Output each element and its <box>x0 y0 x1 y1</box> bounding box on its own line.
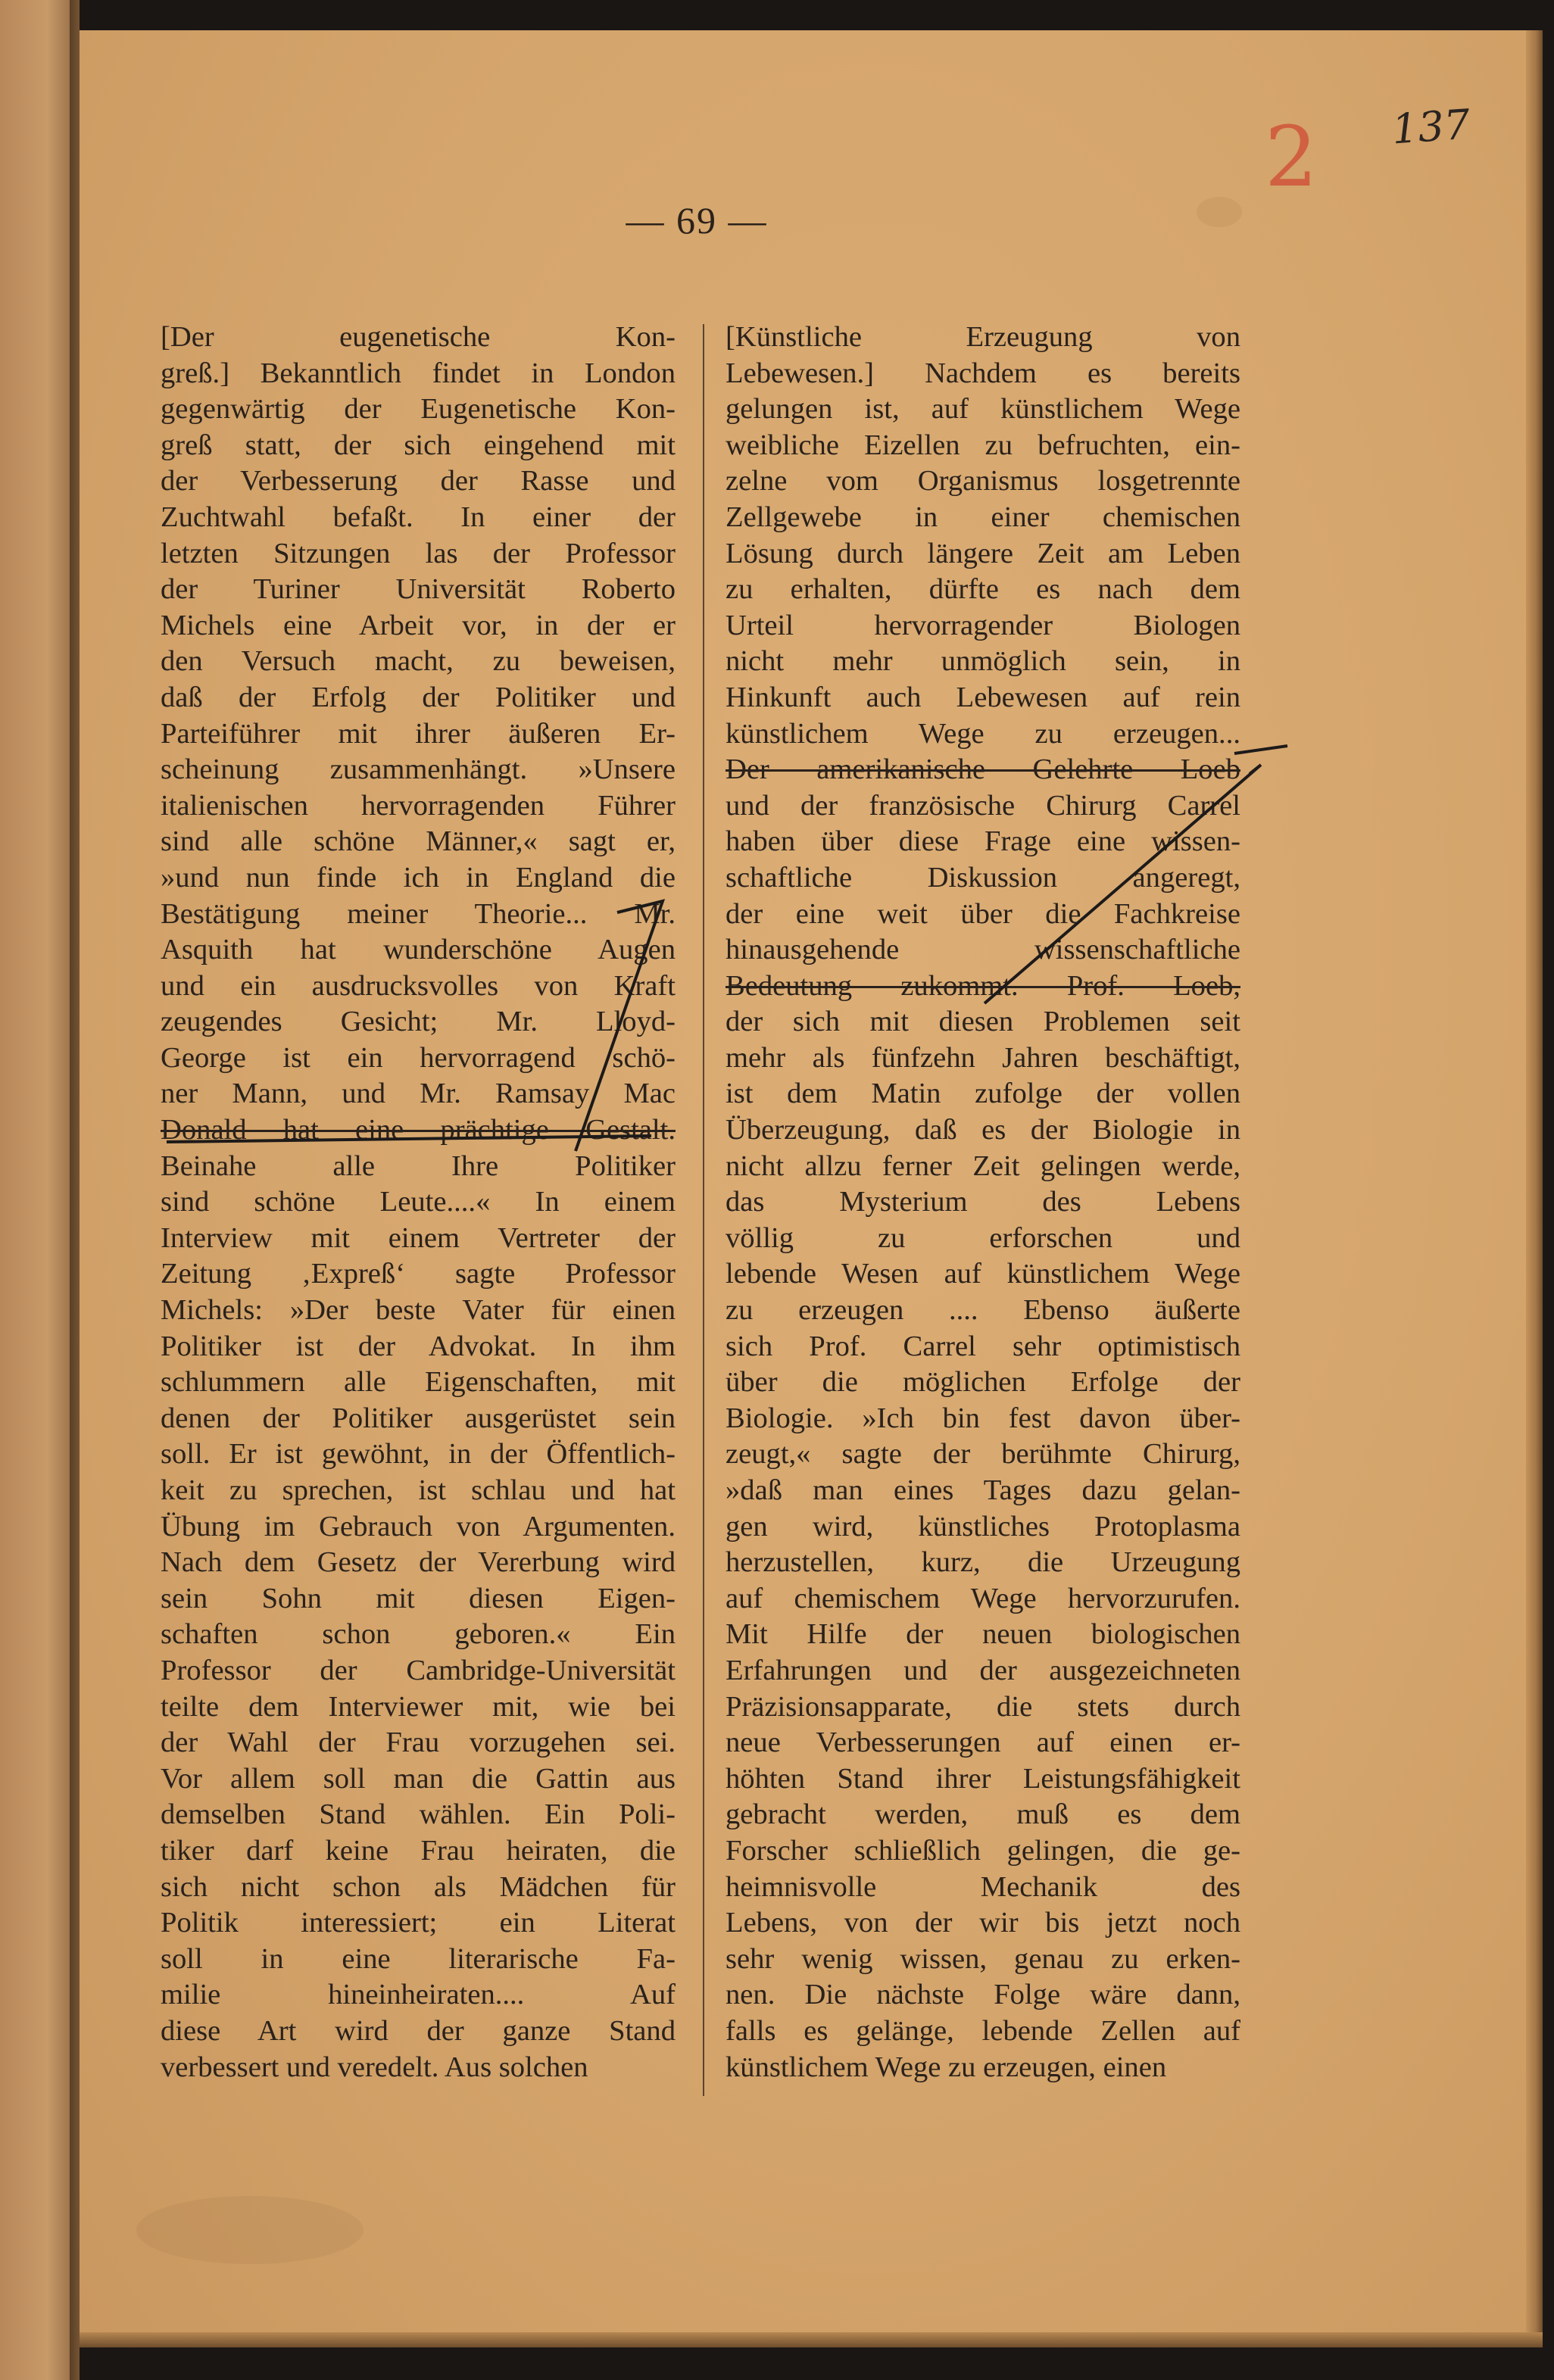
right_column-line: nicht mehr unmöglich sein, in <box>726 645 1240 678</box>
right_column-line: Lebewesen.] Nachdem es bereits <box>726 357 1240 389</box>
left_column-line: sind schöne Leute....« In einem <box>161 1186 676 1218</box>
right_column-line: Zellgewebe in einer chemischen <box>726 501 1240 533</box>
right-column <box>726 320 1240 2085</box>
left_column-line: milie hineinheiraten.... Auf <box>161 1979 676 2011</box>
left_column-line: soll in eine literarische Fa- <box>161 1942 676 1975</box>
left_column-line: zeugendes Gesicht; Mr. Lloyd- <box>161 1006 676 1038</box>
right_column-line: über die möglichen Erfolge der <box>726 1366 1240 1399</box>
left_column-line: Übung im Gebrauch von Argumenten. <box>161 1510 676 1542</box>
right_column-line: höhten Stand ihrer Leistungsfähigkeit <box>726 1762 1240 1795</box>
right_column-line: falls es gelänge, lebende Zellen auf <box>726 2014 1240 2047</box>
left_column-line: George ist ein hervorragend schö- <box>161 1041 676 1074</box>
left_column-line: Politik interessiert; ein Literat <box>161 1907 676 1939</box>
right_column-line: schaftliche Diskussion angeregt, <box>726 861 1240 894</box>
right_column-line: Bedeutung zukommt. Prof. Loeb, <box>726 969 1240 1002</box>
right_column-line: künstlichem Wege zu erzeugen, einen <box>726 2051 1167 2083</box>
right_column-line: Hinkunft auch Lebewesen auf rein <box>726 681 1240 713</box>
left-column <box>161 320 676 2085</box>
left_column-line: Nach dem Gesetz der Vererbung wird <box>161 1546 676 1579</box>
right_column-line: nicht allzu ferner Zeit gelingen werde, <box>726 1149 1240 1182</box>
left_column-line: Michels: »Der beste Vater für einen <box>161 1294 676 1327</box>
left_column-line: Asquith hat wunderschöne Augen <box>161 934 676 966</box>
right_column-line: der sich mit diesen Problemen seit <box>726 1006 1240 1038</box>
left_column-line: Zuchtwahl befaßt. In einer der <box>161 501 676 533</box>
right_column-line: sich Prof. Carrel sehr optimistisch <box>726 1330 1240 1362</box>
left_column-line: denen der Politiker ausgerüstet sein <box>161 1402 676 1434</box>
left_column-line: letzten Sitzungen las der Professor <box>161 537 676 569</box>
left_column-line: teilte dem Interviewer mit, wie bei <box>161 1690 676 1723</box>
left_column-line: greß statt, der sich eingehend mit <box>161 429 676 461</box>
column-divider <box>703 324 704 2096</box>
left_column-line: Michels eine Arbeit vor, in der er <box>161 609 676 641</box>
page-edge-right <box>1526 30 1543 2332</box>
left_column-line: sich nicht schon als Mädchen für <box>161 1870 676 1903</box>
left_column-line: Zeitung ‚Expreß‘ sagte Professor <box>161 1258 676 1290</box>
right_column-line: zu erzeugen .... Ebenso äußerte <box>726 1294 1240 1327</box>
left_column-line: »und nun finde ich in England die <box>161 861 676 894</box>
left_column-line: greß.] Bekanntlich findet in London <box>161 357 676 389</box>
right_column-line: ist dem Matin zufolge der vollen <box>726 1078 1240 1110</box>
left_column-line: daß der Erfolg der Politiker und <box>161 681 676 713</box>
left_column-line: [Der eugenetische Kon- <box>161 321 676 353</box>
left_column-line: demselben Stand wählen. Ein Poli- <box>161 1798 676 1831</box>
right_column-line: Mit Hilfe der neuen biologischen <box>726 1618 1240 1651</box>
right_column-line: Forscher schließlich gelingen, die ge- <box>726 1834 1240 1867</box>
right_column-line: haben über diese Frage eine wissen- <box>726 825 1240 858</box>
left_column-line: Politiker ist der Advokat. In ihm <box>161 1330 676 1362</box>
left_column-line: der Verbesserung der Rasse und <box>161 465 676 498</box>
right_column-line: nen. Die nächste Folge wäre dann, <box>726 1979 1240 2011</box>
red-mark-text: 2 <box>1265 114 1318 204</box>
left_column-line: Parteiführer mit ihrer äußeren Er- <box>161 717 676 750</box>
left_column-line: gegenwärtig der Eugenetische Kon- <box>161 393 676 426</box>
left_column-line: Donald hat eine prächtige Gestalt. <box>161 1114 676 1146</box>
right_column-line: zu erhalten, dürfte es nach dem <box>726 573 1240 606</box>
left_column-line: tiker darf keine Frau heiraten, die <box>161 1834 676 1867</box>
left_column-line: Professor der Cambridge-Universität <box>161 1654 676 1686</box>
red-pencil-mark <box>1242 114 1333 204</box>
right_column-line: hinausgehende wissenschaftliche <box>726 934 1240 966</box>
right_column-line: Biologie. »Ich bin fest davon über- <box>726 1402 1240 1434</box>
right_column-line: gen wird, künstliches Protoplasma <box>726 1510 1240 1542</box>
facing-page-edge <box>0 0 80 2380</box>
left_column-line: Beinahe alle Ihre Politiker <box>161 1149 676 1182</box>
left_column-line: der Wahl der Frau vorzugehen sei. <box>161 1727 676 1759</box>
right_column-line: der eine weit über die Fachkreise <box>726 897 1240 930</box>
right_column-line: Der amerikanische Gelehrte Loeb <box>726 753 1240 786</box>
left_column-line: soll. Er ist gewöhnt, in der Öffentlich- <box>161 1438 676 1471</box>
right_column-line: künstlichem Wege zu erzeugen... <box>726 717 1240 750</box>
right_column-line: mehr als fünfzehn Jahren beschäftigt, <box>726 1041 1240 1074</box>
left_column-line: Interview mit einem Vertreter der <box>161 1221 676 1254</box>
right_column-line: Lebens, von der wir bis jetzt noch <box>726 1907 1240 1939</box>
right_column-line: völlig zu erforschen und <box>726 1221 1240 1254</box>
left_column-line: schlummern alle Eigenschaften, mit <box>161 1366 676 1399</box>
right_column-line: zelne vom Organismus losgetrennte <box>726 465 1240 498</box>
right_column-line: heimnisvolle Mechanik des <box>726 1870 1240 1903</box>
left_column-line: verbessert und veredelt. Aus solchen <box>161 2051 588 2083</box>
left_column-line: sind alle schöne Männer,« sagt er, <box>161 825 676 858</box>
left_column-line: ner Mann, und Mr. Ramsay Mac <box>161 1078 676 1110</box>
right_column-line: auf chemischem Wege hervorzurufen. <box>726 1582 1240 1614</box>
left_column-line: keit zu sprechen, ist schlau und hat <box>161 1474 676 1506</box>
right_column-line: Präzisionsapparate, die stets durch <box>726 1690 1240 1723</box>
left_column-line: Bestätigung meiner Theorie... Mr. <box>161 897 676 930</box>
page-number: — 69 — <box>626 199 768 242</box>
left_column-line: italienischen hervorragenden Führer <box>161 789 676 822</box>
right_column-line: und der französische Chirurg Carrel <box>726 789 1240 822</box>
right_column-line: [Künstliche Erzeugung von <box>726 321 1240 353</box>
left_column-line: der Turiner Universität Roberto <box>161 573 676 606</box>
left_column-line: Vor allem soll man die Gattin aus <box>161 1762 676 1795</box>
right_column-line: sehr wenig wissen, genau zu erken- <box>726 1942 1240 1975</box>
right_column-line: Lösung durch längere Zeit am Leben <box>726 537 1240 569</box>
handwritten-folio-number: 137 <box>1390 100 1472 154</box>
right_column-line: »daß man eines Tages dazu gelan- <box>726 1474 1240 1506</box>
left_column-line: den Versuch macht, zu beweisen, <box>161 645 676 678</box>
left_column-line: scheinung zusammenhängt. »Unsere <box>161 753 676 786</box>
right_column-line: zeugt,« sagte der berühmte Chirurg, <box>726 1438 1240 1471</box>
right_column-line: neue Verbesserungen auf einen er- <box>726 1727 1240 1759</box>
right_column-line: lebende Wesen auf künstlichem Wege <box>726 1258 1240 1290</box>
left_column-line: schaften schon geboren.« Ein <box>161 1618 676 1651</box>
right_column-line: gelungen ist, auf künstlichem Wege <box>726 393 1240 426</box>
right_column-line: weibliche Eizellen zu befruchten, ein- <box>726 429 1240 461</box>
right_column-line: das Mysterium des Lebens <box>726 1186 1240 1218</box>
right_column-line: herzustellen, kurz, die Urzeugung <box>726 1546 1240 1579</box>
right_column-line: Überzeugung, daß es der Biologie in <box>726 1114 1240 1146</box>
right_column-line: Urteil hervorragender Biologen <box>726 609 1240 641</box>
left_column-line: diese Art wird der ganze Stand <box>161 2014 676 2047</box>
page-edge-bottom <box>80 2332 1543 2347</box>
paper-stain <box>136 2196 364 2264</box>
right_column-line: gebracht werden, muß es dem <box>726 1798 1240 1831</box>
right_column-line: Erfahrungen und der ausgezeichneten <box>726 1654 1240 1686</box>
left_column-line: sein Sohn mit diesen Eigen- <box>161 1582 676 1614</box>
left_column-line: und ein ausdrucksvolles von Kraft <box>161 969 676 1002</box>
